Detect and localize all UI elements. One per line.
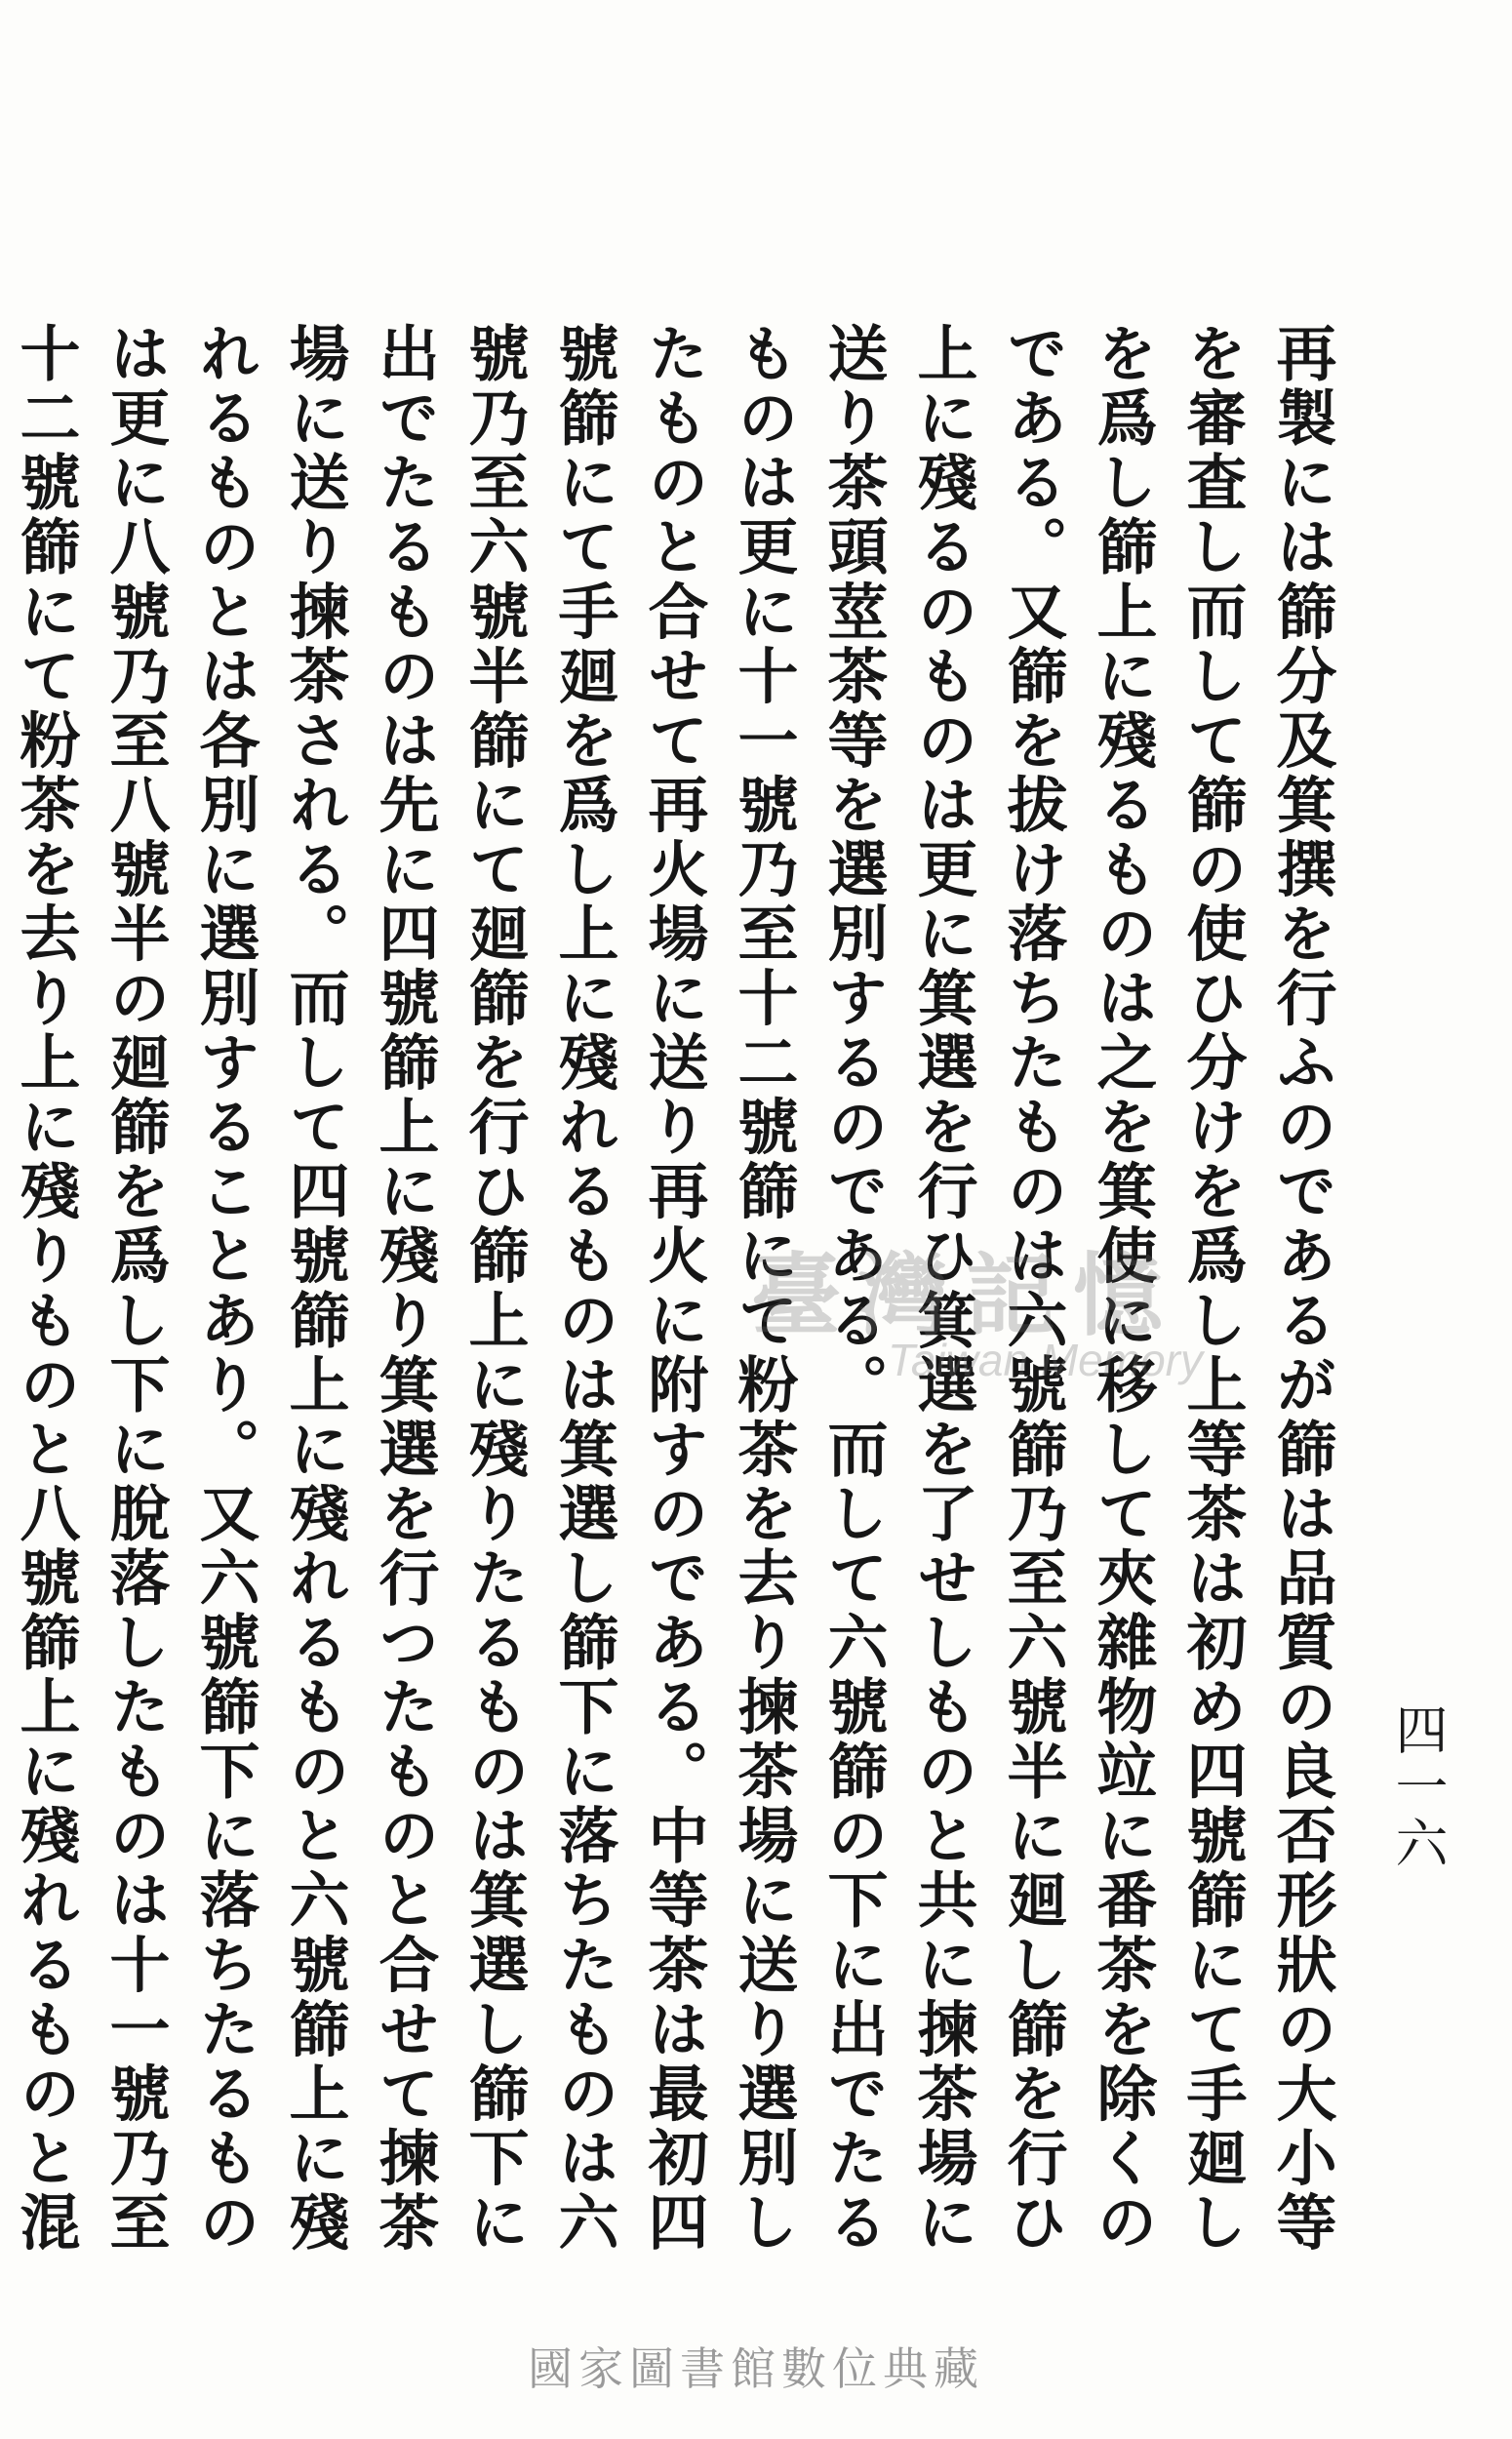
watermark-chinese-text: 臺灣記憶: [751, 1244, 1181, 1348]
body-paragraph: 再製には篩分及箕撰を行ふのであるが篩は品質の良否形狀の大小等を審査し而して篩の使ひ分けを爲し上等茶は初め四號篩にて手廻しを爲し篩上に殘るものは之を箕使に移して夾雜物竝に番茶を除くのである。又篩を拔け落ちたものは六號篩乃至六號半に廻し篩を行ひ上に殘るのものは更に箕選を行ひ箕選を了せしものと共に揀茶場に送り茶頭莖茶等を選別するのである。而して六號篩の下に出でたるものは更に十一號乃至十二號篩にて粉茶を去り揀茶場に送り選別したものと合せて再火場に送り再火に附すのである。中等茶は最初四號篩にて手廻を爲し上に殘れるものは箕選し篩下に落ちたものは六號乃至六號半篩にて廻篩を行ひ篩上に殘りたるものは箕選し篩下に出でたるものは先に四號篩上に殘り箕選を行つたものと合せて揀茶場に送り揀茶される。而して四號篩上に殘れるものと六號篩上に殘れるものとは各別に選別することあり。又六號篩下に落ちたるものは更に八號乃至八號半の廻篩を爲し下に脫落したものは十一號乃至十二號篩にて粉茶を去り上に殘りものと八號篩上に殘れるものと混: [10, 322, 1337, 2254]
body-text-block: [10, 322, 1346, 2254]
footer-archive-label: 國家圖書館數位典藏: [528, 2342, 984, 2395]
page-number: 四一六: [1387, 1702, 1449, 1872]
watermark-english-text: Taiwan Memory: [888, 1335, 1203, 1385]
